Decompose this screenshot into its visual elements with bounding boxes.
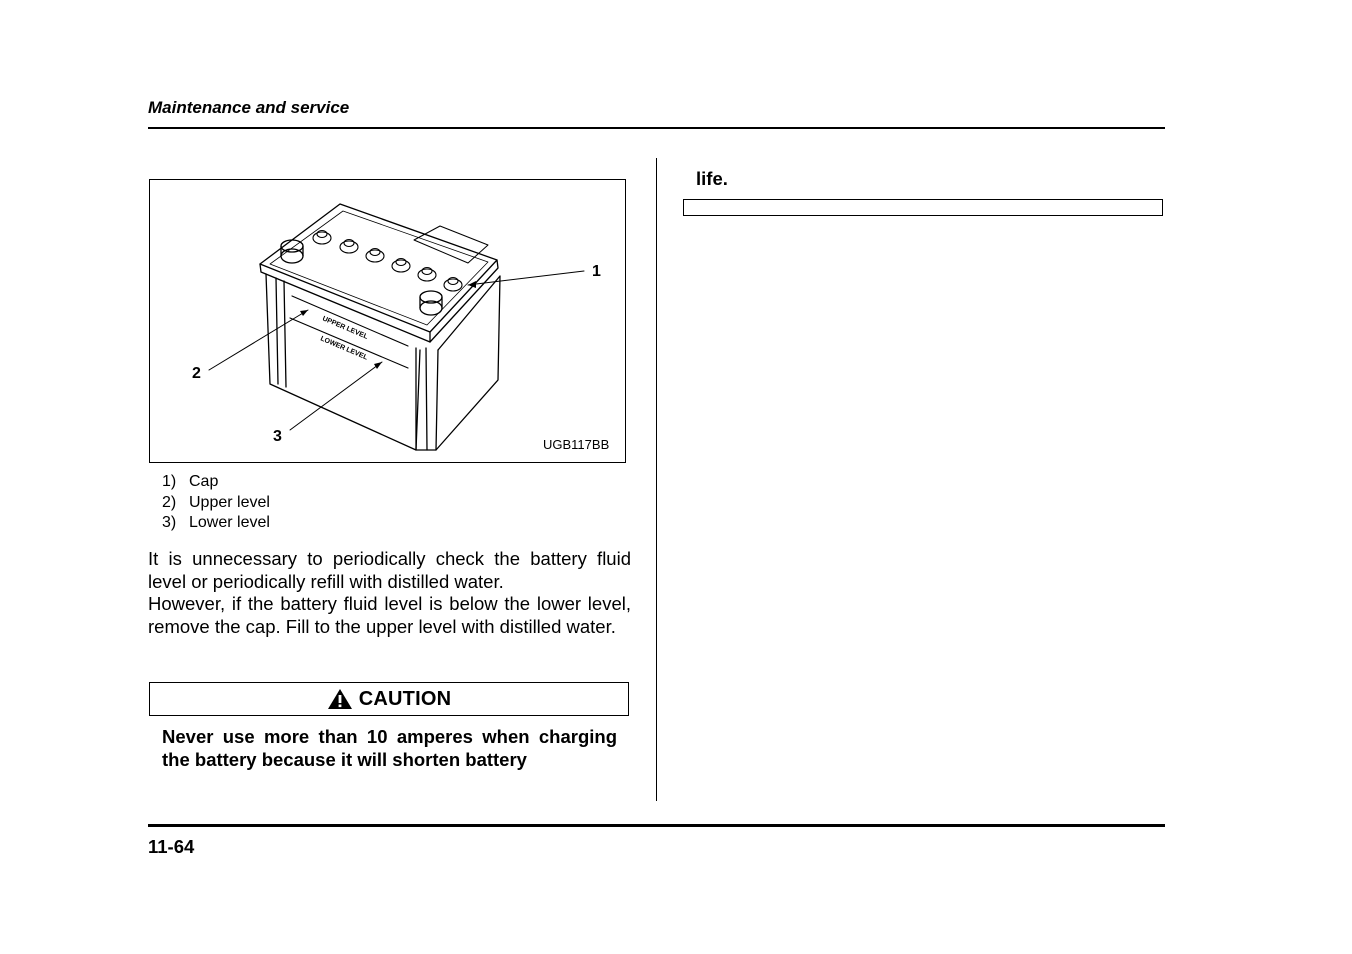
callout-2: 2 bbox=[192, 365, 201, 382]
callout-3: 3 bbox=[273, 428, 282, 445]
battery-body bbox=[266, 274, 420, 450]
figure-code: UGB117BB bbox=[543, 437, 610, 452]
callout-1: 1 bbox=[592, 263, 601, 280]
caution-label: CAUTION bbox=[358, 687, 452, 710]
warning-triangle-icon bbox=[327, 688, 353, 710]
battery-figure bbox=[149, 179, 626, 463]
caution-text: Never use more than 10 amperes when charging the battery because it will shorten battery bbox=[162, 726, 617, 770]
caution-end-box bbox=[683, 199, 1163, 216]
body-text bbox=[148, 548, 631, 638]
caution-text-continued: life. bbox=[696, 168, 728, 189]
battery-illustration bbox=[150, 180, 625, 462]
legend-item: 3) Lower level bbox=[162, 514, 270, 531]
section-title: Maintenance and service bbox=[148, 98, 350, 117]
legend-item: 1) Cap bbox=[162, 473, 219, 490]
paragraph: However, if the battery fluid level is below the lower level, remove the cap. Fill to the upper level with distilled water. bbox=[148, 593, 631, 637]
column-divider bbox=[656, 158, 657, 801]
figure-legend bbox=[162, 472, 270, 534]
header-rule bbox=[148, 127, 1165, 129]
paragraph: It is unnecessary to periodically check the battery fluid level or periodically refill with distilled water. bbox=[148, 548, 631, 592]
lower-level-marking: LOWER LEVEL bbox=[319, 335, 369, 362]
footer-rule bbox=[148, 824, 1165, 827]
page-number: 11-64 bbox=[148, 836, 195, 857]
legend-item: 2) Upper level bbox=[162, 493, 270, 511]
caution-header bbox=[149, 682, 629, 716]
upper-level-marking: UPPER LEVEL bbox=[321, 315, 369, 341]
